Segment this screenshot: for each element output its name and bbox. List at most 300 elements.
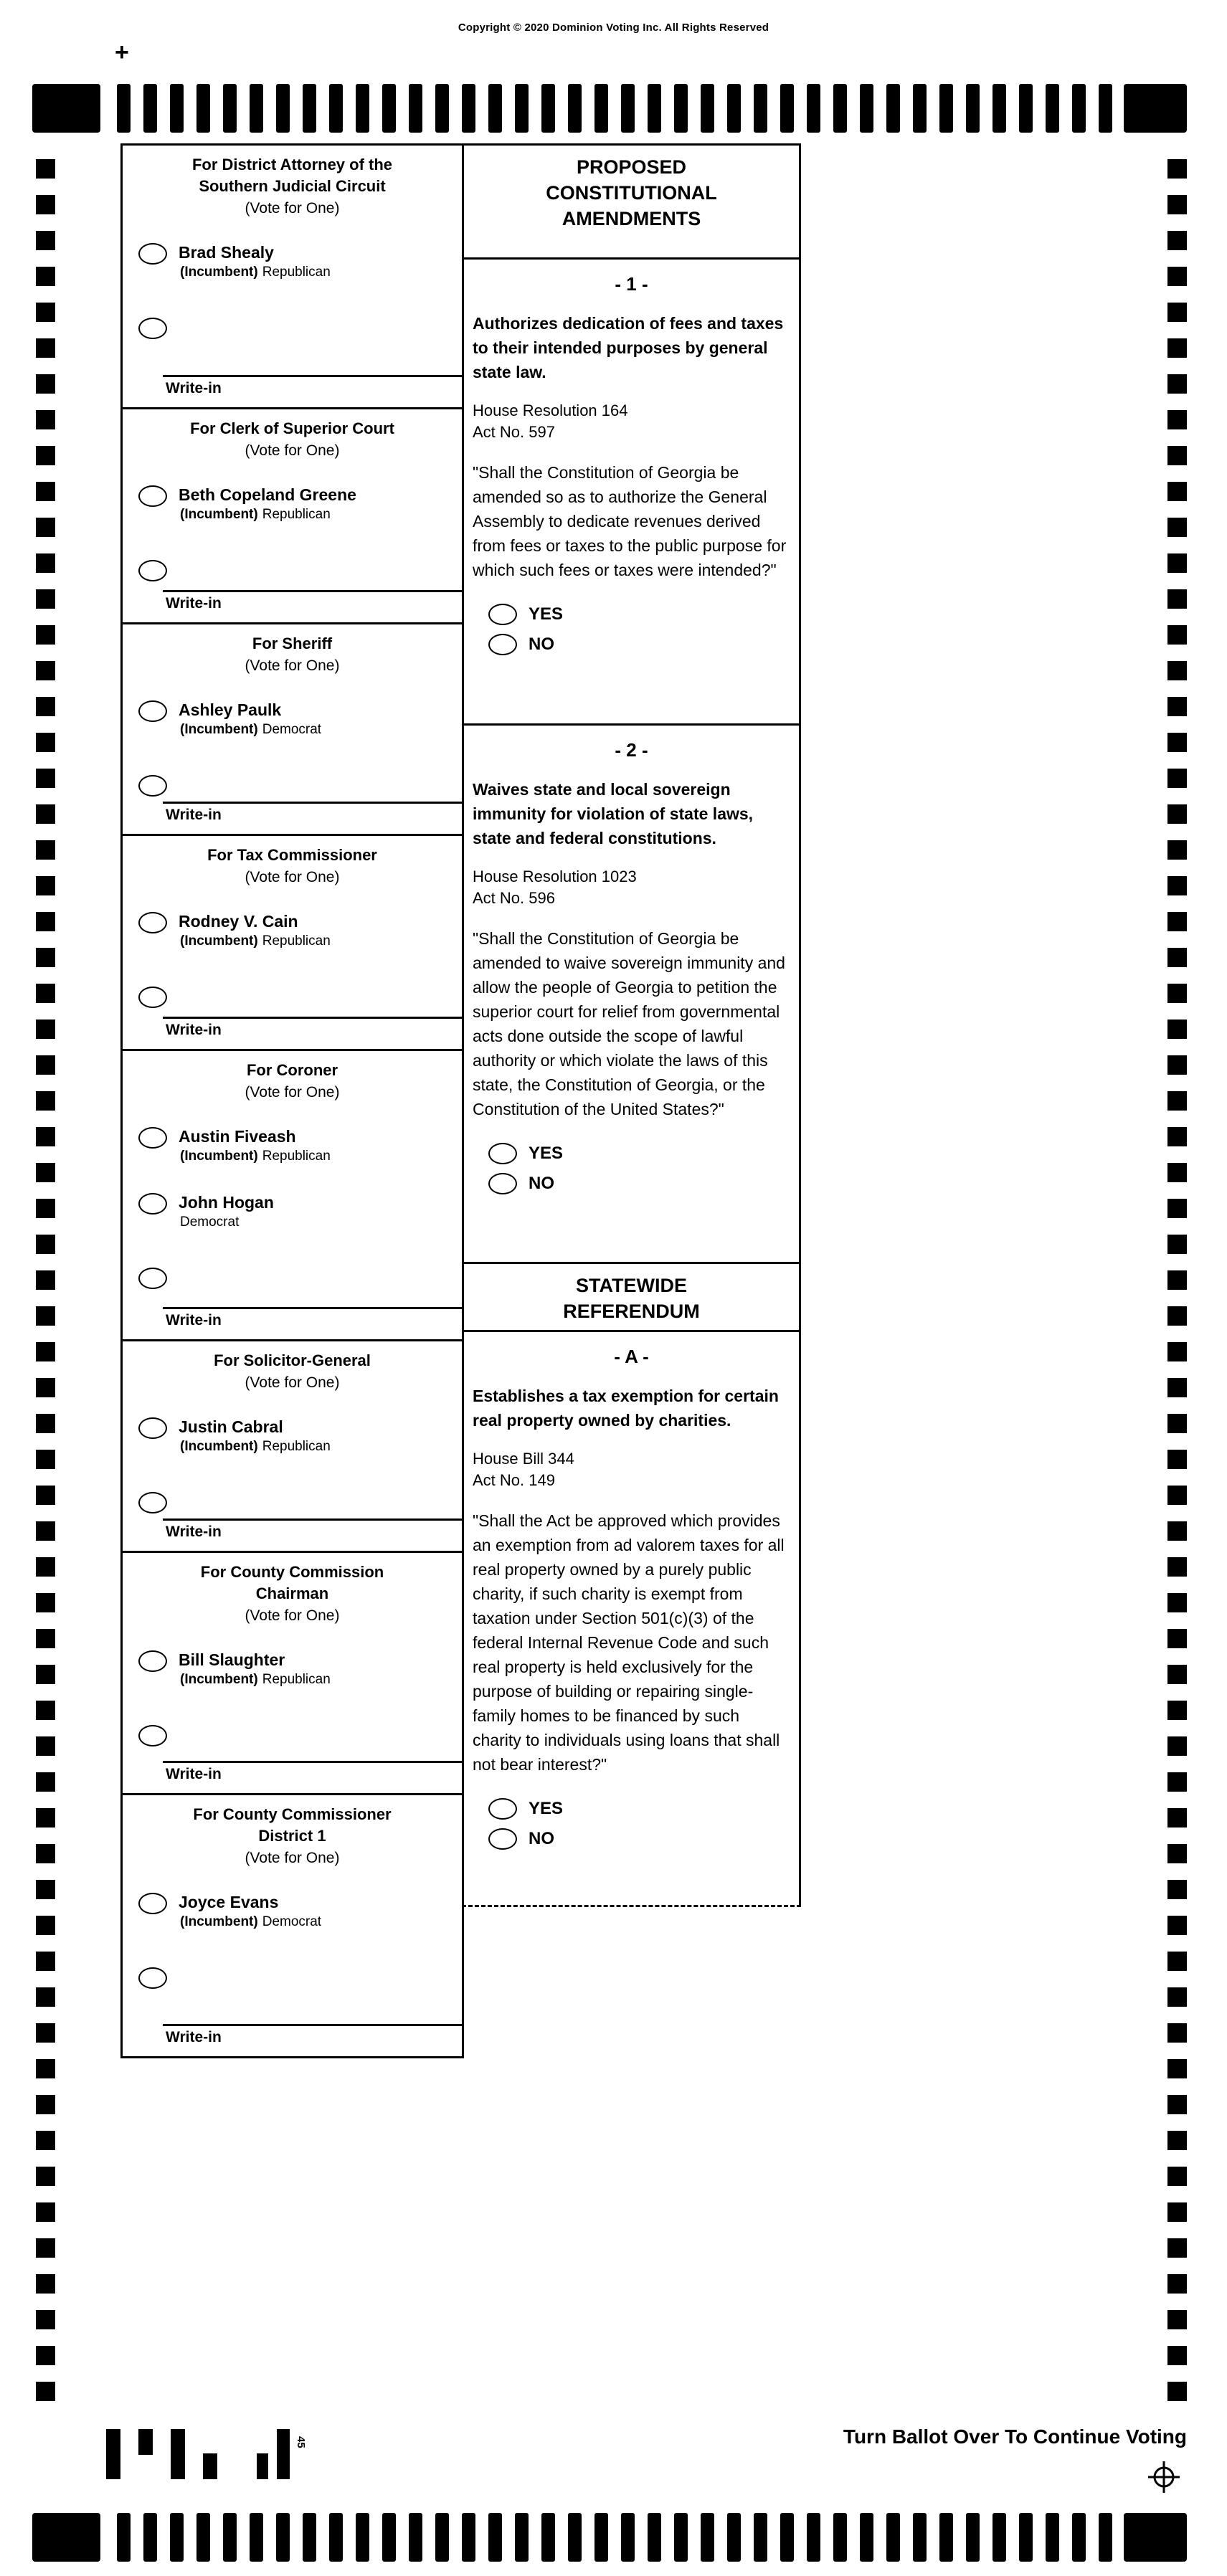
no-choice-row [488,634,799,655]
yes-choice-row [488,1798,799,1820]
timing-mark-right [1167,840,1187,860]
timing-bar [196,2513,210,2562]
vote-oval[interactable] [138,485,167,507]
timing-mark-right [1167,1055,1187,1075]
measure-section [462,260,801,726]
timing-bar [621,84,635,133]
timing-bar [913,2513,927,2562]
timing-mark-right [1167,948,1187,967]
timing-mark-left [36,1808,55,1828]
no-choice-row [488,1173,799,1194]
no-choice-row [488,1828,799,1850]
timing-mark-left [36,410,55,429]
contest-title [123,1350,462,1372]
write-in-area[interactable] [163,1307,462,1339]
timing-mark-right [1167,1557,1187,1577]
incumbent-label: (Incumbent) [180,722,258,737]
timing-mark-left [36,625,55,645]
timing-bar [462,2513,475,2562]
timing-bar [250,84,263,133]
incumbent-label: (Incumbent) [180,1149,258,1164]
timing-mark-left [36,1701,55,1720]
timing-bar [727,2513,741,2562]
timing-bar [462,84,475,133]
timing-mark-right [1167,482,1187,501]
candidate-name: Ashley Paulk [179,700,282,719]
measures-group-header-text [464,146,799,232]
measures-group-header-line: REFERENDUM [563,1301,700,1322]
timing-bar [1019,2513,1033,2562]
timing-bar [754,2513,767,2562]
timing-mark-right [1167,1199,1187,1218]
incumbent-label: (Incumbent) [180,933,258,949]
vote-for-instruction: (Vote for One) [245,1850,340,1866]
measures-column [462,143,801,1907]
timing-mark-right [1167,1952,1187,1971]
timing-mark-right [1167,553,1187,573]
timing-bar [568,2513,582,2562]
timing-mark-left [36,2095,55,2114]
measures-group-header-line: PROPOSED [576,156,687,178]
write-in-label: Write-in [166,1524,222,1540]
timing-bar [170,84,184,133]
timing-mark-left [36,1342,55,1361]
yes-label: YES [529,1144,564,1163]
contest-section [123,834,462,1049]
timing-bar [488,2513,502,2562]
candidate-name: Bill Slaughter [179,1650,285,1669]
timing-mark-right [1167,1593,1187,1612]
timing-mark-right [1167,1450,1187,1469]
timing-mark-left [36,518,55,537]
timing-bar [1099,2513,1112,2562]
timing-mark-left [36,1055,55,1075]
timing-bar [674,2513,688,2562]
timing-bar [409,2513,422,2562]
timing-mark-left [36,1163,55,1182]
timing-bar [568,84,582,133]
write-in-candidate-row [123,775,462,797]
timing-mark-right [1167,984,1187,1003]
contest-section [123,146,462,407]
timing-mark-right [1167,303,1187,322]
timing-mark-left [36,804,55,824]
timing-bar [674,84,688,133]
contest-section [123,622,462,834]
timing-mark-left [36,1306,55,1326]
timing-bar [356,2513,369,2562]
timing-mark-left [36,2023,55,2043]
barcode-bar [138,2429,153,2455]
timing-mark-left [36,303,55,322]
contest-title [123,1804,462,1847]
timing-mark-right [1167,446,1187,465]
measures-group-header-line: CONSTITUTIONAL [546,182,717,204]
contest-title [123,1562,462,1605]
timing-bar [1046,84,1059,133]
timing-mark-left [36,1987,55,2007]
vote-for-instruction: (Vote for One) [245,1374,340,1391]
timing-mark-right [1167,338,1187,358]
timing-mark-right [1167,1844,1187,1863]
write-in-candidate-row [123,1492,462,1513]
timing-bar [515,2513,529,2562]
timing-band-top [32,84,1187,133]
timing-mark-left [36,1091,55,1111]
timing-mark-left [36,769,55,788]
timing-bar [143,2513,157,2562]
measure-authority-line: Act No. 597 [473,423,555,441]
no-oval[interactable] [488,1173,517,1194]
yes-oval[interactable] [488,604,517,625]
timing-mark-left [36,446,55,465]
write-in-oval[interactable] [138,775,167,797]
timing-mark-right [1167,1701,1187,1720]
contest-title-line: For Clerk of Superior Court [190,419,394,437]
write-in-area[interactable] [163,1017,462,1049]
candidate-row [123,243,462,280]
write-in-oval[interactable] [138,1725,167,1746]
timing-block-right [1124,84,1187,133]
timing-bar [993,2513,1006,2562]
yes-choice-row [488,1143,799,1164]
timing-bar [1019,84,1033,133]
timing-mark-right [1167,1163,1187,1182]
timing-mark-left [36,553,55,573]
timing-mark-right [1167,267,1187,286]
timing-mark-right [1167,769,1187,788]
timing-bar [382,84,396,133]
timing-mark-left [36,1521,55,1541]
timing-mark-right [1167,625,1187,645]
timing-bar [648,84,661,133]
party-label: Republican [262,507,331,522]
timing-bar [780,2513,794,2562]
timing-bar [382,2513,396,2562]
vote-oval[interactable] [138,1127,167,1149]
write-in-area[interactable] [163,375,462,407]
timing-mark-right [1167,733,1187,752]
vote-for-instruction: (Vote for One) [245,1607,340,1624]
timing-mark-left [36,1916,55,1935]
timing-mark-left [36,231,55,250]
timing-mark-left [36,1629,55,1648]
vote-oval[interactable] [138,243,167,265]
timing-mark-right [1167,2131,1187,2150]
no-label: NO [529,1829,554,1848]
measures-group-header-line: AMENDMENTS [562,208,701,229]
timing-mark-left [36,661,55,680]
write-in-oval[interactable] [138,987,167,1008]
candidate-name: Justin Cabral [179,1417,283,1436]
incumbent-label: (Incumbent) [180,1914,258,1929]
candidate-name: Austin Fiveash [179,1127,296,1146]
turn-ballot-over-text: Turn Ballot Over To Continue Voting [843,2425,1187,2448]
contest-title [123,633,462,655]
timing-mark-right [1167,1808,1187,1828]
timing-bar [541,2513,555,2562]
timing-mark-right [1167,1521,1187,1541]
write-in-area[interactable] [163,590,462,622]
timing-bar [780,84,794,133]
timing-mark-right [1167,2202,1187,2222]
timing-mark-right [1167,1306,1187,1326]
contest-title-line: For Sheriff [252,635,333,652]
write-in-label: Write-in [166,1312,222,1329]
timing-mark-left [36,1736,55,1756]
timing-bar [276,2513,290,2562]
timing-mark-right [1167,1235,1187,1254]
candidate-name: Rodney V. Cain [179,912,298,931]
timing-bar [727,84,741,133]
contest-section [123,1793,462,2056]
timing-bar [196,84,210,133]
yes-choice-row [488,604,799,625]
write-in-oval[interactable] [138,318,167,339]
timing-mark-left [36,482,55,501]
vote-oval[interactable] [138,1193,167,1215]
timing-bar [356,84,369,133]
timing-bar [276,84,290,133]
timing-bar [170,2513,184,2562]
timing-mark-left [36,1844,55,1863]
measure-section [462,1332,801,1907]
measure-authority-line: Act No. 596 [473,889,555,907]
measure-authority-line: House Resolution 164 [473,401,628,419]
write-in-area[interactable] [163,2024,462,2056]
timing-bar [250,2513,263,2562]
contest-title-line: For County Commissioner [193,1805,392,1823]
timing-bar [329,2513,343,2562]
no-label: NO [529,635,554,654]
measure-number: - A - [614,1346,649,1367]
contest-section [123,407,462,622]
timing-mark-left [36,1450,55,1469]
timing-mark-right [1167,1880,1187,1899]
timing-bar [594,2513,608,2562]
timing-mark-left [36,338,55,358]
vote-oval[interactable] [138,700,167,722]
timing-mark-left [36,374,55,394]
timing-mark-left [36,1486,55,1505]
no-label: NO [529,1174,554,1193]
timing-bar [223,84,237,133]
measure-summary: Authorizes dedication of fees and taxes to their intended purposes by general state law. [473,314,784,381]
timing-mark-left [36,2059,55,2078]
timing-bar [701,84,714,133]
write-in-oval[interactable] [138,560,167,581]
measure-summary: Establishes a tax exemption for certain real property owned by charities. [473,1387,779,1430]
measures-group-header [462,1264,801,1332]
timing-mark-left [36,1414,55,1433]
contest-column [120,143,464,2058]
incumbent-label: (Incumbent) [180,265,258,280]
timing-mark-right [1167,195,1187,214]
write-in-oval[interactable] [138,1492,167,1513]
vote-oval[interactable] [138,912,167,933]
contest-title [123,418,462,439]
timing-mark-left [36,2167,55,2186]
timing-bar [117,84,131,133]
incumbent-label: (Incumbent) [180,1672,258,1687]
write-in-area[interactable] [163,1761,462,1793]
candidate-row [123,485,462,523]
no-oval[interactable] [488,1828,517,1850]
measures-group-header-line: STATEWIDE [576,1275,687,1296]
barcode-bar [106,2429,120,2479]
timing-bar [435,84,449,133]
timing-mark-right [1167,1378,1187,1397]
timing-bar [993,84,1006,133]
timing-mark-right [1167,2059,1187,2078]
registration-crosshair-icon [1146,2459,1182,2495]
write-in-candidate-row [123,560,462,581]
measure-authority-line: House Resolution 1023 [473,868,637,885]
measures-group-header [462,143,801,260]
timing-mark-left [36,1557,55,1577]
candidate-row [123,1127,462,1164]
stub-number: 45 [295,2436,307,2448]
party-label: Democrat [180,1215,240,1230]
timing-mark-left [36,2238,55,2258]
timing-bar [621,2513,635,2562]
candidate-row [123,1893,462,1930]
timing-mark-left [36,1199,55,1218]
timing-mark-right [1167,1736,1187,1756]
timing-band-bottom [32,2513,1187,2562]
write-in-label: Write-in [166,1766,222,1782]
timing-bar [966,84,980,133]
write-in-candidate-row [123,987,462,1008]
timing-block-left [32,2513,100,2562]
timing-mark-right [1167,374,1187,394]
contest-title [123,1060,462,1081]
write-in-area[interactable] [163,802,462,834]
vote-oval[interactable] [138,1417,167,1439]
timing-bar [594,84,608,133]
write-in-label: Write-in [166,595,222,612]
contest-title-line: For Tax Commissioner [207,846,377,864]
write-in-label: Write-in [166,1022,222,1038]
contest-title [123,154,462,197]
timing-bar [807,2513,820,2562]
incumbent-label: (Incumbent) [180,1439,258,1454]
candidate-name: Brad Shealy [179,243,274,262]
measure-authority [464,400,799,443]
timing-mark-left [36,2131,55,2150]
contest-section [123,1551,462,1793]
timing-bar [966,2513,980,2562]
party-label: Democrat [262,722,322,737]
contest-title-line: For District Attorney of the [191,156,393,174]
timing-mark-right [1167,2095,1187,2114]
timing-bar [860,2513,873,2562]
timing-bar [648,2513,661,2562]
candidate-name: John Hogan [179,1193,274,1212]
candidate-name: Joyce Evans [179,1893,279,1911]
timing-mark-right [1167,1127,1187,1146]
incumbent-label: (Incumbent) [180,507,258,522]
timing-mark-right [1167,2346,1187,2365]
contest-title-line: For Coroner [246,1061,338,1079]
measure-section [462,726,801,1264]
write-in-label: Write-in [166,807,222,823]
yes-oval[interactable] [488,1143,517,1164]
timing-bar [541,84,555,133]
yes-label: YES [529,604,564,624]
write-in-area[interactable] [163,1518,462,1551]
measure-authority [464,1448,799,1491]
timing-bar [143,84,157,133]
timing-mark-right [1167,697,1187,716]
barcode-bar [257,2453,268,2479]
contest-section [123,1339,462,1551]
candidate-row [123,1193,462,1230]
timing-mark-right [1167,1987,1187,2007]
timing-mark-left [36,984,55,1003]
timing-mark-right [1167,2238,1187,2258]
timing-mark-right [1167,2167,1187,2186]
write-in-oval[interactable] [138,1268,167,1289]
timing-bar [833,2513,847,2562]
vote-for-instruction: (Vote for One) [245,1084,340,1101]
candidate-row [123,700,462,738]
timing-bar [701,2513,714,2562]
timing-mark-right [1167,2382,1187,2401]
timing-mark-left [36,2382,55,2401]
timing-mark-left [36,267,55,286]
timing-mark-right [1167,159,1187,179]
timing-mark-left [36,1772,55,1792]
timing-mark-left [36,2274,55,2294]
timing-mark-right [1167,2023,1187,2043]
timing-bar [223,2513,237,2562]
yes-oval[interactable] [488,1798,517,1820]
write-in-oval[interactable] [138,1967,167,1989]
timing-bar [939,84,953,133]
vote-oval[interactable] [138,1893,167,1914]
timing-mark-right [1167,2310,1187,2329]
timing-mark-right [1167,1342,1187,1361]
measure-number: - 1 - [615,273,648,295]
timing-mark-right [1167,1020,1187,1039]
timing-mark-left [36,2346,55,2365]
timing-bar [117,2513,131,2562]
party-label: Republican [262,933,331,949]
timing-mark-left [36,1127,55,1146]
vote-oval[interactable] [138,1650,167,1672]
timing-bar [515,84,529,133]
contest-title-line: Southern Judicial Circuit [199,177,386,195]
timing-mark-right [1167,231,1187,250]
vote-for-instruction: (Vote for One) [245,657,340,674]
timing-mark-left [36,1952,55,1971]
measure-authority [464,866,799,909]
timing-mark-right [1167,1270,1187,1290]
timing-mark-left [36,840,55,860]
timing-bar [807,84,820,133]
timing-bar [754,84,767,133]
candidate-row [123,1650,462,1688]
timing-mark-left [36,1665,55,1684]
vote-for-instruction: (Vote for One) [245,869,340,885]
no-oval[interactable] [488,634,517,655]
timing-bar [1072,2513,1086,2562]
timing-mark-right [1167,518,1187,537]
write-in-candidate-row [123,1967,462,1989]
timing-bar [1046,2513,1059,2562]
write-in-label: Write-in [166,380,222,396]
